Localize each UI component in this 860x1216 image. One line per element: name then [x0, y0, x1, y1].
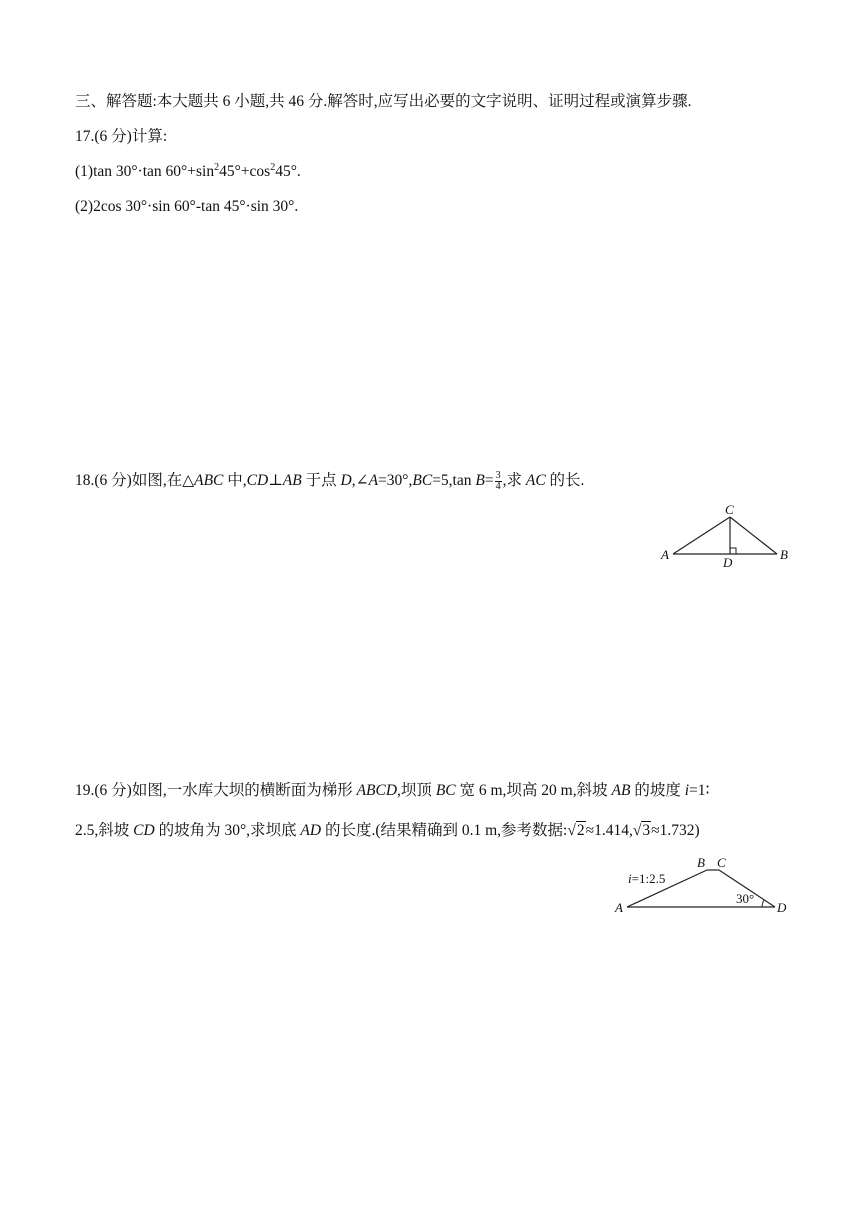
q19-angle-label: 30° [736, 891, 755, 906]
q18-var-bc: BC [412, 472, 433, 489]
q19-var-abcd: ABCD [356, 782, 398, 799]
q19-var-ad: AD [300, 822, 322, 839]
q17-part1 [75, 161, 301, 183]
q19-l1-e: =1∶ [689, 782, 710, 799]
q19-line1 [75, 780, 710, 802]
q18-frac-num: 3 [495, 469, 501, 481]
q19-sqrt-sign1: √ [567, 822, 576, 839]
q18-t4: 于点 [301, 472, 341, 489]
q17-part2: (2)2cos 30°·sin 60°-tan 45°·sin 30°. [75, 198, 299, 215]
q18-label-a: A [661, 547, 669, 562]
q19-sqrt-sign2: √ [632, 822, 642, 839]
q19-sqrt3 [633, 820, 651, 842]
q18-frac-den: 4 [495, 480, 501, 492]
q19-l1-a: 19.(6 分)如图,一水库大坝的横断面为梯形 [75, 782, 357, 799]
q19-var-ab: AB [611, 782, 631, 799]
q18-triangle-figure [655, 500, 795, 570]
q18-label-d: D [723, 555, 733, 570]
q19-slope-var: i [628, 871, 632, 886]
q17-part1-exp2: 2 [270, 162, 276, 173]
q18-t1: 18.(6 分)如图,在△ [75, 472, 195, 489]
q18-var-cd: CD [246, 472, 269, 489]
q18-text [75, 470, 584, 492]
q18-label-b: B [780, 547, 788, 562]
q17-part1-exp1: 2 [214, 162, 220, 173]
q18-var-b: B [475, 472, 485, 489]
q19-line2 [75, 820, 700, 842]
q18-var-d: D [340, 472, 352, 489]
q17-title: 17.(6 分)计算: [75, 128, 168, 145]
q17-part1-b: 45°+cos [219, 163, 271, 180]
q18-t7: =5,tan [432, 472, 476, 489]
q18-var-ab: AB [282, 472, 302, 489]
q17-part1-a: (1)tan 30°·tan 60°+sin [75, 163, 215, 180]
q19-l2-e: ≈1.732) [651, 822, 700, 839]
q19-slope-val: =1:2.5 [631, 871, 666, 886]
q19-l1-d: 的坡度 [630, 782, 685, 799]
q18-t10: 的长. [545, 472, 585, 489]
q19-l2-d: ≈1.414, [585, 822, 633, 839]
q18-t6: =30°, [378, 472, 413, 489]
q19-label-c: C [717, 855, 726, 870]
q19-var-cd: CD [133, 822, 155, 839]
q19-l2-b: 的坡角为 30°,求坝底 [154, 822, 301, 839]
q18-t2: 中, [223, 472, 247, 489]
q19-var-i: i [684, 782, 690, 799]
q18-var-abc: ABC [194, 472, 224, 489]
q18-var-ac: AC [525, 472, 546, 489]
section-heading: 三、解答题:本大题共 6 小题,共 46 分.解答时,应写出必要的文字说明、证明过程或演算步骤. [75, 93, 692, 110]
q18-t8: = [484, 472, 494, 489]
q19-l1-c: 宽 6 m,坝高 20 m,斜坡 [455, 782, 612, 799]
q18-t3: ⊥ [268, 472, 283, 489]
q19-radicand2: 3 [642, 822, 651, 839]
q19-sqrt2 [567, 820, 585, 842]
q17-part1-c: 45°. [275, 163, 301, 180]
q19-label-d: D [777, 900, 787, 915]
q18-t5: ,∠ [351, 472, 369, 489]
q19-trapezoid-figure [610, 855, 795, 920]
q19-label-b: B [697, 855, 705, 870]
q19-l2-a: 2.5,斜坡 [75, 822, 134, 839]
q19-slope-label [628, 871, 665, 886]
q19-label-a: A [615, 900, 623, 915]
q19-radicand1: 2 [576, 822, 585, 839]
q18-label-c: C [725, 502, 734, 517]
q18-fraction [495, 471, 502, 492]
q19-l1-b: ,坝顶 [397, 782, 436, 799]
q18-var-a: A [368, 472, 379, 489]
q18-t9: ,求 [502, 472, 526, 489]
q19-l2-c: 的长度.(结果精确到 0.1 m,参考数据: [321, 822, 568, 839]
q19-var-bc: BC [435, 782, 456, 799]
